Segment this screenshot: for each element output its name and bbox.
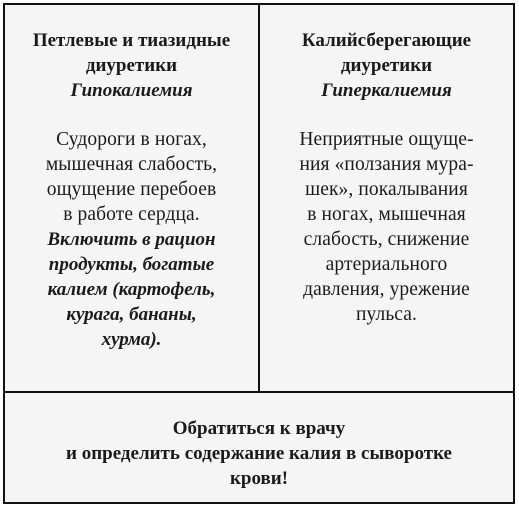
advice-line: калием (картофель,	[47, 279, 216, 300]
loop-thiazide-header	[5, 28, 258, 103]
header-line: Петлевые и тиазидные	[32, 30, 231, 51]
potassium-diet-advice	[5, 227, 258, 352]
header-line: диуретики	[85, 55, 178, 76]
hyperkalemia-symptoms	[260, 127, 513, 327]
consult-doctor-text	[5, 416, 513, 491]
potassium-sparing-column	[260, 5, 513, 391]
advice-line: продукты, богатые	[48, 254, 215, 275]
header-line: Калийсберегающие	[301, 30, 472, 51]
symptom-line: Неприятные ощуще-	[299, 129, 474, 150]
advice-line: хурма).	[101, 329, 162, 350]
hyperkalemia-label: Гиперкалиемия	[321, 80, 452, 101]
symptom-line: ощущение перебоев	[46, 179, 217, 200]
advice-line: курага, бананы,	[66, 304, 197, 325]
hypokalemia-symptoms	[5, 127, 258, 227]
potassium-sparing-header	[260, 28, 513, 103]
symptom-line: ния «ползания мура-	[299, 154, 474, 175]
symptom-line: давления, урежение	[303, 279, 470, 300]
symptom-line: в ногах, мышечная	[307, 204, 466, 225]
hypokalemia-label: Гипокалиемия	[70, 80, 193, 101]
symptom-line: артериального	[325, 254, 448, 275]
consult-line: крови!	[229, 468, 289, 489]
symptom-line: Судороги в ногах,	[56, 129, 207, 150]
advice-line: Включить в рацион	[47, 229, 216, 250]
diuretics-table	[3, 3, 515, 504]
consult-line: Обратиться к врачу	[172, 418, 346, 439]
symptom-line: слабость, снижение	[303, 229, 470, 250]
consult-doctor-row	[5, 391, 513, 502]
symptom-line: в работе сердца.	[63, 204, 200, 225]
symptom-line: пульса.	[355, 304, 418, 325]
symptom-line: мышечная слабость,	[45, 154, 218, 175]
symptom-line: шек», покалывания	[305, 179, 468, 200]
consult-line: и определить содержание калия в сыворотке	[66, 443, 452, 464]
loop-thiazide-column	[5, 5, 260, 391]
header-line: диуретики	[340, 55, 433, 76]
